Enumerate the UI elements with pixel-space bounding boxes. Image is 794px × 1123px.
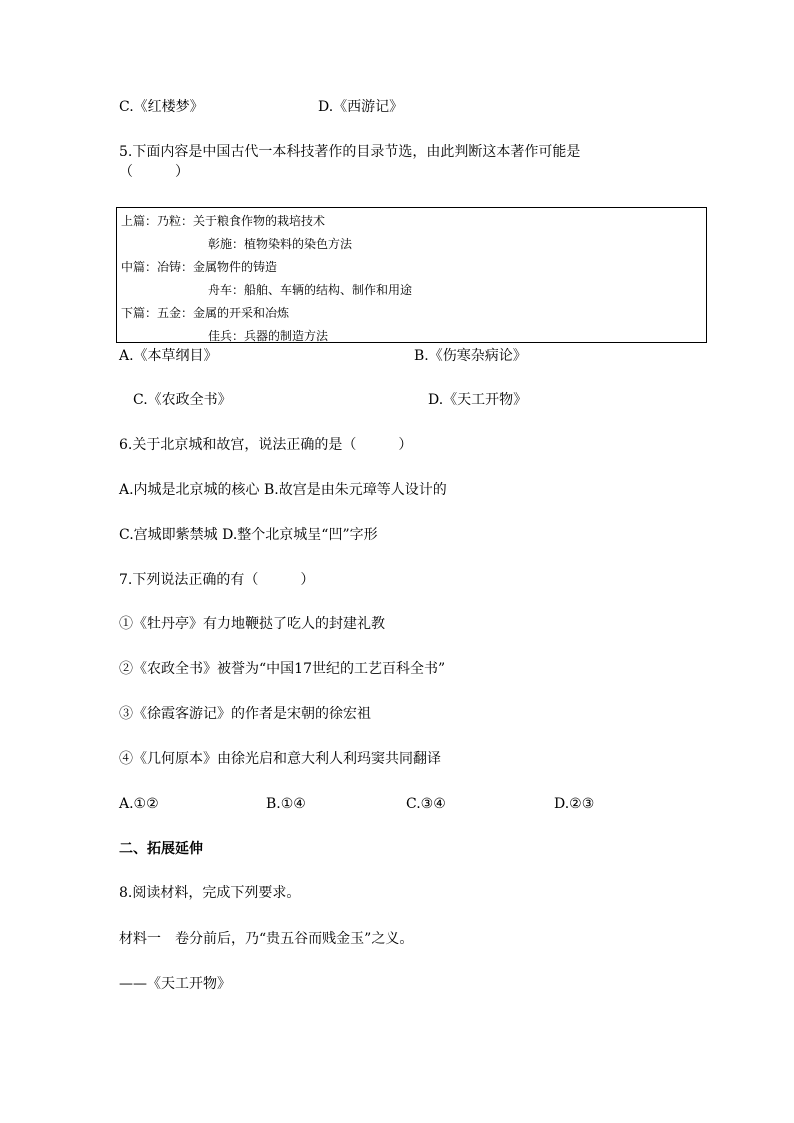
q5-stem: 5.下面内容是中国古代一本科技著作的目录节选，由此判断这本著作可能是	[119, 144, 581, 160]
q6-options-ab: A.内城是北京城的核心 B.故宫是由朱元璋等人设计的	[119, 482, 447, 498]
toc-line-5: 下篇：五金：金属的开采和冶炼	[121, 306, 290, 320]
q5-option-d: D.《天工开物》	[428, 392, 528, 408]
q7-statement-3: ③《徐霞客游记》的作者是宋朝的徐宏祖	[119, 706, 371, 722]
q8-stem: 8.阅读材料，完成下列要求。	[119, 885, 301, 901]
table-of-contents-box	[116, 207, 707, 343]
q5-option-c: C.《农政全书》	[133, 392, 232, 408]
q7-option-c: C.③④	[406, 796, 446, 812]
toc-line-6: 佳兵：兵器的制造方法	[208, 329, 329, 343]
q5-option-a: A.《本草纲目》	[119, 348, 218, 364]
q7-option-b: B.①④	[266, 796, 306, 812]
toc-line-3: 中篇：冶铸：金属物件的铸造	[121, 260, 278, 274]
q7-statement-4: ④《几何原本》由徐光启和意大利人利玛窦共同翻译	[119, 751, 441, 767]
q8-source: ——《天工开物》	[119, 976, 231, 992]
q8-material-1: 材料一 卷分前后，乃“贵五谷而贱金玉”之义。	[119, 931, 414, 947]
q5-option-b: B.《伤寒杂病论》	[414, 348, 527, 364]
option-d-q4: D.《西游记》	[318, 99, 404, 115]
toc-line-1: 上篇：乃粒：关于粮食作物的栽培技术	[121, 214, 326, 228]
toc-line-2: 彰施：植物染料的染色方法	[208, 237, 353, 251]
option-c-q4: C.《红楼梦》	[119, 99, 204, 115]
toc-line-4: 舟车：船舶、车辆的结构、制作和用途	[208, 283, 413, 297]
q6-stem: 6.关于北京城和故宫，说法正确的是（ ）	[119, 437, 413, 453]
q7-option-d: D.②③	[554, 796, 595, 812]
section-title: 二、拓展延伸	[119, 841, 203, 857]
q7-statement-2: ②《农政全书》被誉为“中国17世纪的工艺百科全书”	[119, 661, 446, 677]
q5-paren: （ ）	[119, 164, 189, 180]
q7-stem: 7.下列说法正确的有（ ）	[119, 572, 315, 588]
q6-options-cd: C.宫城即紫禁城 D.整个北京城呈“凹”字形	[119, 527, 378, 543]
q7-option-a: A.①②	[119, 796, 159, 812]
q7-statement-1: ①《牡丹亭》有力地鞭挞了吃人的封建礼教	[119, 616, 385, 632]
